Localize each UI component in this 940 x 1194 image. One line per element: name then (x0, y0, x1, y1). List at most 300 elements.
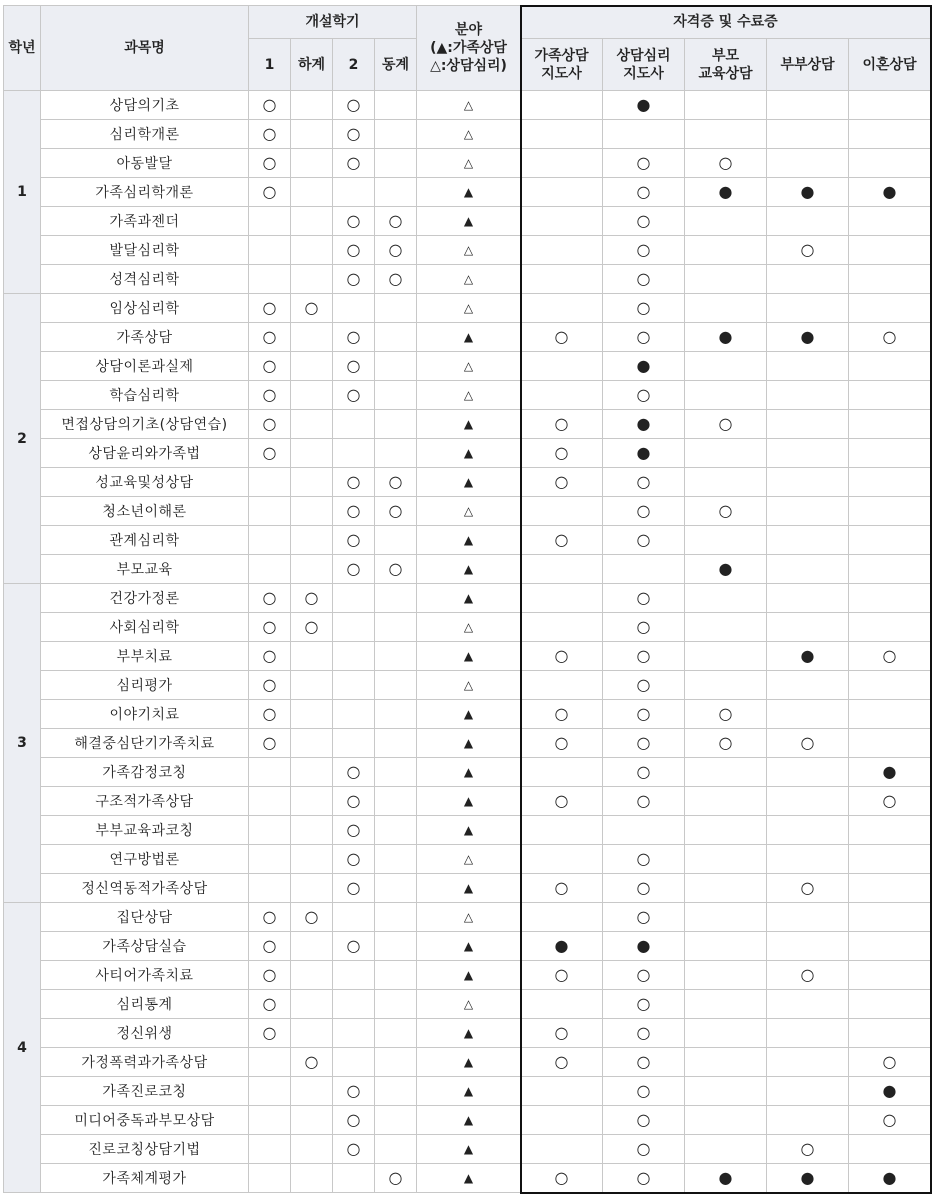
field-cell (417, 845, 521, 874)
filled-triangle-icon: ▲ (463, 185, 474, 199)
semester-cell (291, 845, 333, 874)
cert-cell (685, 149, 767, 178)
semester-cell (291, 1077, 333, 1106)
field-cell (417, 1135, 521, 1164)
semester-cell (375, 642, 417, 671)
field-cell (417, 91, 521, 120)
semester-cell (291, 1019, 333, 1048)
open-circle-icon: ○ (262, 906, 277, 926)
filled-circle-icon: ● (800, 181, 815, 201)
open-circle-icon: ○ (262, 993, 277, 1013)
open-circle-icon: ○ (554, 471, 569, 491)
cert-cell (685, 294, 767, 323)
open-circle-icon: ○ (346, 935, 361, 955)
open-circle-icon: ○ (346, 152, 361, 172)
semester-cell (249, 961, 291, 990)
semester-cell (249, 149, 291, 178)
open-circle-icon: ○ (346, 819, 361, 839)
open-circle-icon: ○ (262, 152, 277, 172)
cert-cell (521, 961, 603, 990)
semester-cell (291, 120, 333, 149)
semester-cell (249, 1048, 291, 1077)
semester-cell (249, 207, 291, 236)
subject-name: 성격심리학 (41, 265, 249, 294)
open-circle-icon: ○ (800, 964, 815, 984)
subject-name: 진로코칭상담기법 (41, 1135, 249, 1164)
cert-cell (521, 381, 603, 410)
cert-cell (849, 555, 931, 584)
semester-cell (333, 410, 375, 439)
semester-cell (375, 874, 417, 903)
open-circle-icon: ○ (636, 152, 651, 172)
semester-cell (249, 816, 291, 845)
semester-cell (375, 381, 417, 410)
open-circle-icon: ○ (554, 326, 569, 346)
cert-cell (685, 671, 767, 700)
cert-cell (849, 91, 931, 120)
table-row (4, 816, 931, 845)
open-circle-icon: ○ (882, 326, 897, 346)
filled-triangle-icon: ▲ (463, 765, 474, 779)
cert-header-line1: 부모 (711, 47, 740, 64)
table-row (4, 149, 931, 178)
table-row (4, 178, 931, 207)
cert-cell (521, 845, 603, 874)
semester-cell (249, 613, 291, 642)
open-circle-icon: ○ (346, 239, 361, 259)
open-circle-icon: ○ (718, 500, 733, 520)
cert-cell (603, 352, 685, 381)
open-circle-icon: ○ (262, 442, 277, 462)
open-circle-icon: ○ (262, 123, 277, 143)
cert-cell (767, 265, 849, 294)
table-row (4, 1106, 931, 1135)
table-row (4, 584, 931, 613)
cert-cell (521, 584, 603, 613)
cert-cell (685, 845, 767, 874)
filled-circle-icon: ● (800, 326, 815, 346)
filled-triangle-icon: ▲ (463, 562, 474, 576)
open-circle-icon: ○ (554, 413, 569, 433)
semester-cell (291, 1135, 333, 1164)
cert-header-line2: 지도사 (623, 65, 664, 82)
semester-winter-header: 동계 (375, 39, 417, 91)
open-circle-icon: ○ (554, 529, 569, 549)
cert-cell (521, 178, 603, 207)
filled-circle-icon: ● (882, 1080, 897, 1100)
semester-cell (375, 497, 417, 526)
open-triangle-icon: △ (463, 272, 474, 286)
table-row (4, 91, 931, 120)
grade-cell: 4 (4, 903, 41, 1193)
cert-cell (767, 1019, 849, 1048)
table-row (4, 439, 931, 468)
cert-cell (685, 932, 767, 961)
semester-cell (249, 729, 291, 758)
open-circle-icon: ○ (636, 210, 651, 230)
semester-cell (291, 787, 333, 816)
semester-2-header: 2 (333, 39, 375, 91)
subject-name: 심리통계 (41, 990, 249, 1019)
semester-cell (375, 729, 417, 758)
open-circle-icon: ○ (346, 1109, 361, 1129)
semester-cell (333, 787, 375, 816)
semester-cell (375, 584, 417, 613)
open-circle-icon: ○ (636, 790, 651, 810)
open-circle-icon: ○ (388, 471, 403, 491)
semester-cell (333, 932, 375, 961)
open-circle-icon: ○ (636, 239, 651, 259)
cert-cell (685, 236, 767, 265)
subject-name: 건강가정론 (41, 584, 249, 613)
subject-name: 해결중심단기가족치료 (41, 729, 249, 758)
cert-cell (849, 990, 931, 1019)
subject-name: 발달심리학 (41, 236, 249, 265)
semester-cell (375, 526, 417, 555)
semester-cell (291, 410, 333, 439)
semester-cell (291, 729, 333, 758)
semester-cell (375, 178, 417, 207)
open-circle-icon: ○ (882, 645, 897, 665)
cert-cell (849, 874, 931, 903)
semester-cell (249, 758, 291, 787)
grade-cell: 3 (4, 584, 41, 903)
semester-cell (375, 932, 417, 961)
cert-cell (767, 961, 849, 990)
semester-1-header: 1 (249, 39, 291, 91)
cert-cell (685, 1048, 767, 1077)
cert-cell (685, 700, 767, 729)
cert-cell (685, 207, 767, 236)
semester-cell (249, 1106, 291, 1135)
filled-circle-icon: ● (800, 1167, 815, 1187)
cert-cell (767, 410, 849, 439)
cert-cell (685, 1135, 767, 1164)
field-cell (417, 990, 521, 1019)
cert-cell (767, 584, 849, 613)
cert-cell (767, 932, 849, 961)
cert-cell (849, 845, 931, 874)
cert-cell (767, 323, 849, 352)
open-circle-icon: ○ (718, 152, 733, 172)
cert-cell (521, 439, 603, 468)
open-circle-icon: ○ (554, 442, 569, 462)
cert-cell (849, 410, 931, 439)
open-circle-icon: ○ (262, 964, 277, 984)
cert-cell (521, 816, 603, 845)
table-row (4, 642, 931, 671)
semester-cell (375, 671, 417, 700)
open-circle-icon: ○ (718, 413, 733, 433)
semester-cell (333, 816, 375, 845)
semester-cell (333, 149, 375, 178)
open-circle-icon: ○ (636, 471, 651, 491)
cert-cell (767, 236, 849, 265)
cert-cell (849, 671, 931, 700)
cert-cell (685, 555, 767, 584)
table-row (4, 671, 931, 700)
cert-cell (521, 91, 603, 120)
cert-cell (849, 1135, 931, 1164)
cert-cell (767, 787, 849, 816)
semester-cell (249, 671, 291, 700)
field-cell (417, 729, 521, 758)
table-row (4, 903, 931, 932)
filled-triangle-icon: ▲ (463, 823, 474, 837)
semester-cell (333, 207, 375, 236)
semester-group-header: 개설학기 (249, 6, 417, 39)
open-circle-icon: ○ (636, 848, 651, 868)
table-row (4, 1135, 931, 1164)
semester-cell (291, 381, 333, 410)
cert-cell (521, 497, 603, 526)
grade-cell: 1 (4, 91, 41, 294)
table-row (4, 758, 931, 787)
semester-cell (333, 700, 375, 729)
field-cell (417, 236, 521, 265)
field-cell (417, 1019, 521, 1048)
filled-triangle-icon: ▲ (463, 881, 474, 895)
cert-cell (767, 990, 849, 1019)
cert-cell (849, 149, 931, 178)
field-cell (417, 352, 521, 381)
table-row (4, 874, 931, 903)
cert-cell (849, 932, 931, 961)
field-cell (417, 874, 521, 903)
cert-cell (685, 1019, 767, 1048)
semester-cell (249, 1135, 291, 1164)
semester-cell (249, 323, 291, 352)
filled-circle-icon: ● (636, 94, 651, 114)
cert-cell (603, 468, 685, 497)
filled-circle-icon: ● (718, 326, 733, 346)
cert-cell (685, 265, 767, 294)
cert-cell (521, 1164, 603, 1193)
subject-name: 가족진로코칭 (41, 1077, 249, 1106)
cert-cell (849, 439, 931, 468)
cert-cell (521, 671, 603, 700)
cert-cell (849, 961, 931, 990)
cert-cell (521, 352, 603, 381)
field-cell (417, 642, 521, 671)
cert-cell (521, 236, 603, 265)
cert-cell (849, 1019, 931, 1048)
filled-triangle-icon: ▲ (463, 794, 474, 808)
open-circle-icon: ○ (636, 1138, 651, 1158)
open-circle-icon: ○ (346, 500, 361, 520)
cert-cell (767, 729, 849, 758)
semester-cell (375, 555, 417, 584)
semester-cell (249, 990, 291, 1019)
subject-name: 가족체계평가 (41, 1164, 249, 1193)
table-row (4, 497, 931, 526)
subject-name: 집단상담 (41, 903, 249, 932)
open-circle-icon: ○ (262, 181, 277, 201)
open-triangle-icon: △ (463, 359, 474, 373)
cert-cell (767, 352, 849, 381)
open-triangle-icon: △ (463, 852, 474, 866)
cert-cell (603, 932, 685, 961)
cert-cell (767, 555, 849, 584)
semester-cell (291, 323, 333, 352)
cert-cell (521, 700, 603, 729)
field-cell (417, 149, 521, 178)
cert-couple-counseling-header: 부부상담 (767, 39, 849, 91)
cert-cell (849, 700, 931, 729)
filled-circle-icon: ● (718, 181, 733, 201)
filled-triangle-icon: ▲ (463, 214, 474, 228)
cert-cell (849, 1106, 931, 1135)
cert-cell (521, 758, 603, 787)
cert-cell (767, 1135, 849, 1164)
semester-cell (291, 758, 333, 787)
open-circle-icon: ○ (388, 500, 403, 520)
open-circle-icon: ○ (636, 1167, 651, 1187)
field-cell (417, 555, 521, 584)
open-circle-icon: ○ (636, 529, 651, 549)
filled-triangle-icon: ▲ (463, 1084, 474, 1098)
open-circle-icon: ○ (554, 1051, 569, 1071)
cert-cell (685, 120, 767, 149)
open-circle-icon: ○ (636, 906, 651, 926)
field-cell (417, 439, 521, 468)
cert-cell (685, 642, 767, 671)
open-triangle-icon: △ (463, 910, 474, 924)
table-row (4, 526, 931, 555)
subject-name: 면접상담의기초(상담연습) (41, 410, 249, 439)
semester-cell (291, 555, 333, 584)
cert-cell (767, 294, 849, 323)
cert-cell (521, 990, 603, 1019)
open-circle-icon: ○ (554, 732, 569, 752)
semester-cell (291, 207, 333, 236)
semester-cell (375, 439, 417, 468)
open-circle-icon: ○ (346, 94, 361, 114)
cert-cell (685, 903, 767, 932)
open-circle-icon: ○ (636, 384, 651, 404)
semester-cell (249, 381, 291, 410)
subject-name: 부부치료 (41, 642, 249, 671)
semester-cell (333, 903, 375, 932)
subject-name: 구조적가족상담 (41, 787, 249, 816)
semester-cell (291, 149, 333, 178)
cert-cell (685, 816, 767, 845)
open-circle-icon: ○ (262, 587, 277, 607)
open-circle-icon: ○ (636, 877, 651, 897)
subject-name: 아동발달 (41, 149, 249, 178)
table-row (4, 207, 931, 236)
filled-triangle-icon: ▲ (463, 649, 474, 663)
cert-cell (849, 1164, 931, 1193)
open-circle-icon: ○ (554, 964, 569, 984)
semester-cell (249, 787, 291, 816)
cert-parent-education-header (685, 39, 767, 91)
subject-name: 부모교육 (41, 555, 249, 584)
open-circle-icon: ○ (800, 1138, 815, 1158)
open-circle-icon: ○ (346, 471, 361, 491)
cert-cell (603, 758, 685, 787)
cert-cell (521, 1135, 603, 1164)
cert-cell (521, 410, 603, 439)
semester-cell (291, 236, 333, 265)
subject-name: 가족상담실습 (41, 932, 249, 961)
open-triangle-icon: △ (463, 243, 474, 257)
semester-cell (291, 613, 333, 642)
cert-cell (603, 1164, 685, 1193)
semester-cell (333, 1164, 375, 1193)
open-circle-icon: ○ (636, 964, 651, 984)
field-cell (417, 1164, 521, 1193)
subject-name: 상담윤리와가족법 (41, 439, 249, 468)
open-triangle-icon: △ (463, 98, 474, 112)
cert-cell (685, 323, 767, 352)
field-cell (417, 816, 521, 845)
semester-cell (375, 207, 417, 236)
semester-cell (249, 410, 291, 439)
semester-cell (291, 990, 333, 1019)
cert-cell (767, 1048, 849, 1077)
filled-circle-icon: ● (718, 558, 733, 578)
curriculum-table (3, 5, 931, 1193)
semester-cell (333, 1019, 375, 1048)
semester-cell (375, 1048, 417, 1077)
semester-cell (291, 584, 333, 613)
cert-cell (603, 1106, 685, 1135)
semester-cell (333, 352, 375, 381)
cert-cell (767, 526, 849, 555)
filled-triangle-icon: ▲ (463, 968, 474, 982)
open-circle-icon: ○ (346, 761, 361, 781)
semester-cell (249, 1019, 291, 1048)
open-circle-icon: ○ (262, 935, 277, 955)
filled-triangle-icon: ▲ (463, 1026, 474, 1040)
cert-psych-counselor-header (603, 39, 685, 91)
cert-cell (603, 294, 685, 323)
cert-cell (603, 236, 685, 265)
cert-cell (521, 729, 603, 758)
semester-cell (291, 526, 333, 555)
semester-cell (375, 265, 417, 294)
cert-cell (849, 120, 931, 149)
cert-cell (603, 1019, 685, 1048)
subject-name: 부부교육과코칭 (41, 816, 249, 845)
cert-cell (849, 468, 931, 497)
cert-family-counselor-header (521, 39, 603, 91)
open-circle-icon: ○ (636, 703, 651, 723)
subject-name: 학습심리학 (41, 381, 249, 410)
semester-cell (375, 787, 417, 816)
filled-triangle-icon: ▲ (463, 707, 474, 721)
open-circle-icon: ○ (636, 1022, 651, 1042)
semester-cell (249, 584, 291, 613)
open-circle-icon: ○ (388, 558, 403, 578)
open-circle-icon: ○ (636, 268, 651, 288)
semester-cell (249, 642, 291, 671)
cert-cell (521, 323, 603, 352)
open-circle-icon: ○ (800, 239, 815, 259)
open-triangle-icon: △ (463, 620, 474, 634)
table-row (4, 932, 931, 961)
semester-cell (333, 729, 375, 758)
open-circle-icon: ○ (346, 384, 361, 404)
cert-cell (685, 961, 767, 990)
open-circle-icon: ○ (346, 326, 361, 346)
semester-cell (333, 497, 375, 526)
cert-cell (603, 874, 685, 903)
filled-circle-icon: ● (718, 1167, 733, 1187)
semester-cell (375, 323, 417, 352)
semester-cell (333, 990, 375, 1019)
